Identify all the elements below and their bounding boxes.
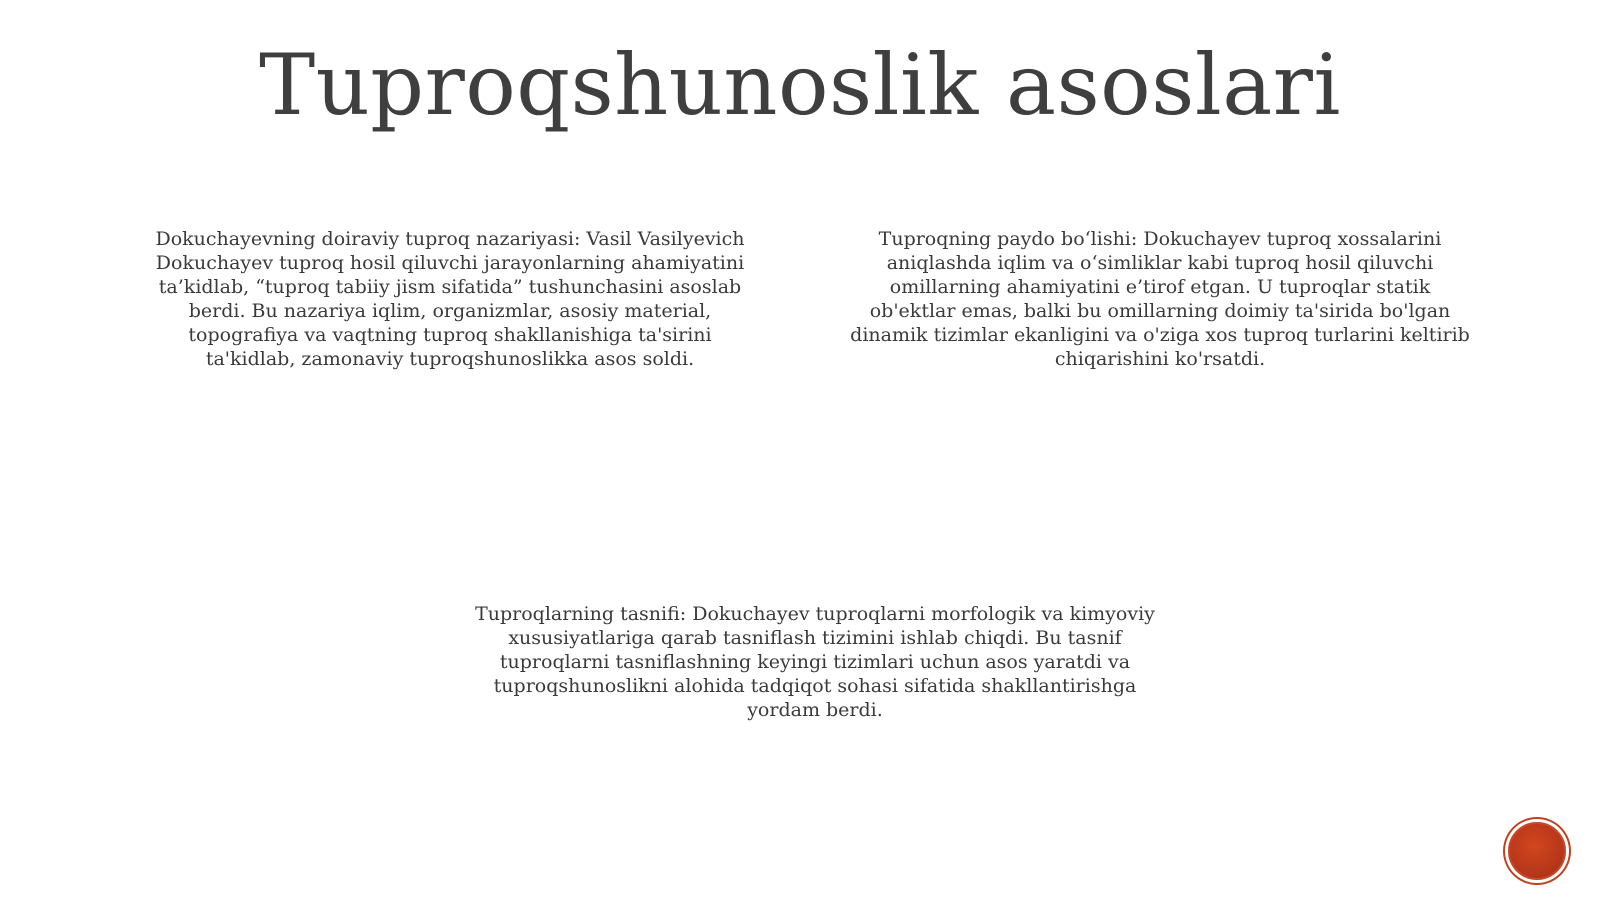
paragraph-soil-formation: Tuproqning paydo boʻlishi: Dokuchayev tuproq xossalarini aniqlashda iqlim va oʻsimliklar kabi tuproq hosil qiluvchi omillarning ahamiyatini e’tirof etgan. U tuproqlar statik ob'ektlar emas, balki bu omillarning doimiy ta'sirida bo'lgan dinamik tizimlar ekanligini va o'ziga xos tuproq turlarini keltirib chiqarishini ko'rsatdi. (850, 228, 1470, 370)
paragraph-soil-classification: Tuproqlarning tasnifi: Dokuchayev tuproqlarni morfologik va kimyoviy xususiyatlariga qarab tasniflash tizimini ishlab chiqdi. Bu tasnif tuproqlarni tasniflashning keyingi tizimlari uchun asos yaratdi va tuproqshunoslikni alohida tadqiqot sohasi sifatida shakllantirishga yordam berdi. (475, 603, 1155, 721)
paragraph-soil-theory: Dokuchayevning doiraviy tuproq nazariyasi: Vasil Vasilyevich Dokuchayev tuproq hosil qiluvchi jarayonlarning ahamiyatini ta’kidlab, “tuproq tabiiy jism sifatida” tushunchasini asoslab berdi. Bu nazariya iqlim, organizmlar, asosiy material, topografiya va vaqtning tuproq shakllanishiga ta'sirini ta'kidlab, zamonaviy tuproqshunoslikka asos soldi. (155, 228, 745, 370)
slide-title: Tuproqshunoslik asoslari (259, 36, 1341, 134)
circle-nav-button-icon[interactable] (1508, 822, 1566, 880)
